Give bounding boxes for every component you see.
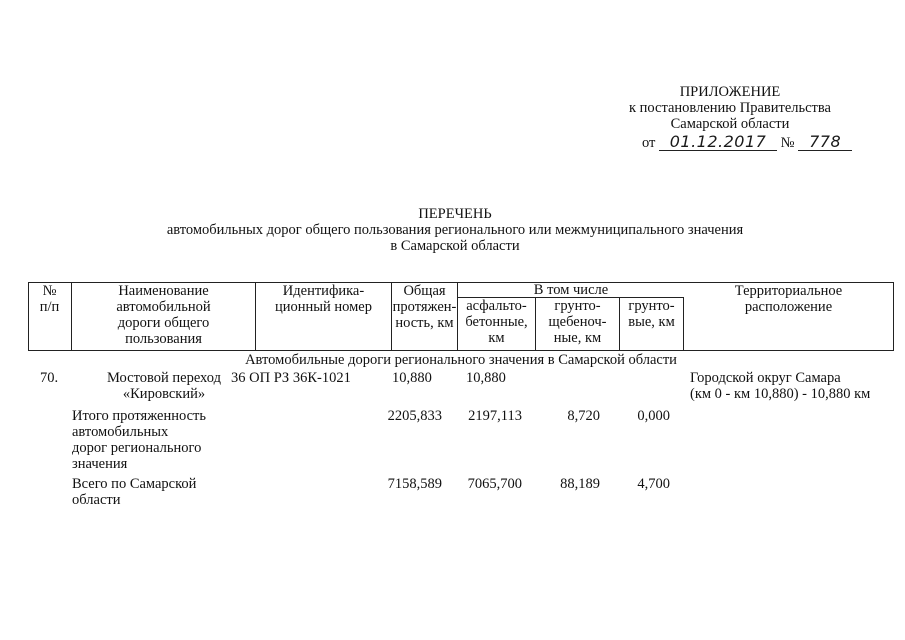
header-total: Общая протяжен- ность, км <box>392 282 458 350</box>
row-territory: Городской округ Самара (км 0 - км 10,880) - 10,880 км <box>690 370 871 402</box>
row-name: Мостовой переход «Кировский» <box>107 370 221 402</box>
header-asphalt: асфальто- бетонные, км <box>458 298 536 350</box>
row-id: 36 ОП РЗ 36К-1021 <box>231 370 351 386</box>
header-id: Идентифика- ционный номер <box>256 282 392 350</box>
grand-total-gravel: 88,189 <box>560 476 600 492</box>
grand-total-dirt: 4,700 <box>637 476 670 492</box>
subtotal-gravel: 8,720 <box>567 408 600 424</box>
document-title <box>140 206 770 254</box>
appendix-line-2: Самарской области <box>670 116 790 132</box>
subtotal-label: Итого протяженность автомобильных дорог регионального значения <box>72 408 206 472</box>
title-line-3: в Самарской области <box>390 238 520 254</box>
subtotal-asphalt: 2197,113 <box>468 408 522 424</box>
header-territory: Территориальное расположение <box>684 282 894 350</box>
title-line-2: автомобильных дорог общего пользования регионального или межмуниципального значения <box>166 222 744 238</box>
table-header <box>28 282 894 350</box>
decree-number-handwritten: 778 <box>798 134 852 151</box>
header-dirt: грунто- вые, км <box>620 298 684 350</box>
header-bottom-border <box>28 350 894 351</box>
grand-total-label: Всего по Самарской области <box>72 476 197 508</box>
row-total: 10,880 <box>392 370 432 386</box>
subtotal-dirt: 0,000 <box>637 408 670 424</box>
date-prefix: от <box>642 135 656 151</box>
grand-total-total: 7158,589 <box>387 476 442 492</box>
subtotal-total: 2205,833 <box>387 408 442 424</box>
number-prefix: № <box>780 135 795 151</box>
header-num: № п/п <box>28 282 72 350</box>
title-line-1: ПЕРЕЧЕНЬ <box>418 206 492 222</box>
row-asphalt: 10,880 <box>466 370 506 386</box>
header-gravel: грунто- щебеноч- ные, км <box>536 298 620 350</box>
header-including: В том числе <box>533 282 609 298</box>
appendix-line-1: к постановлению Правительства <box>629 100 831 116</box>
decree-date-handwritten: 01.12.2017 <box>659 134 777 151</box>
appendix-block <box>560 84 900 151</box>
section-title: Автомобильные дороги регионального значения в Самарской области <box>245 352 677 368</box>
appendix-title: ПРИЛОЖЕНИЕ <box>679 84 781 100</box>
row-num: 70. <box>40 370 59 386</box>
grand-total-asphalt: 7065,700 <box>467 476 522 492</box>
header-name: Наименование автомобильной дороги общего пользования <box>72 282 256 350</box>
decree-date-number <box>642 134 902 150</box>
